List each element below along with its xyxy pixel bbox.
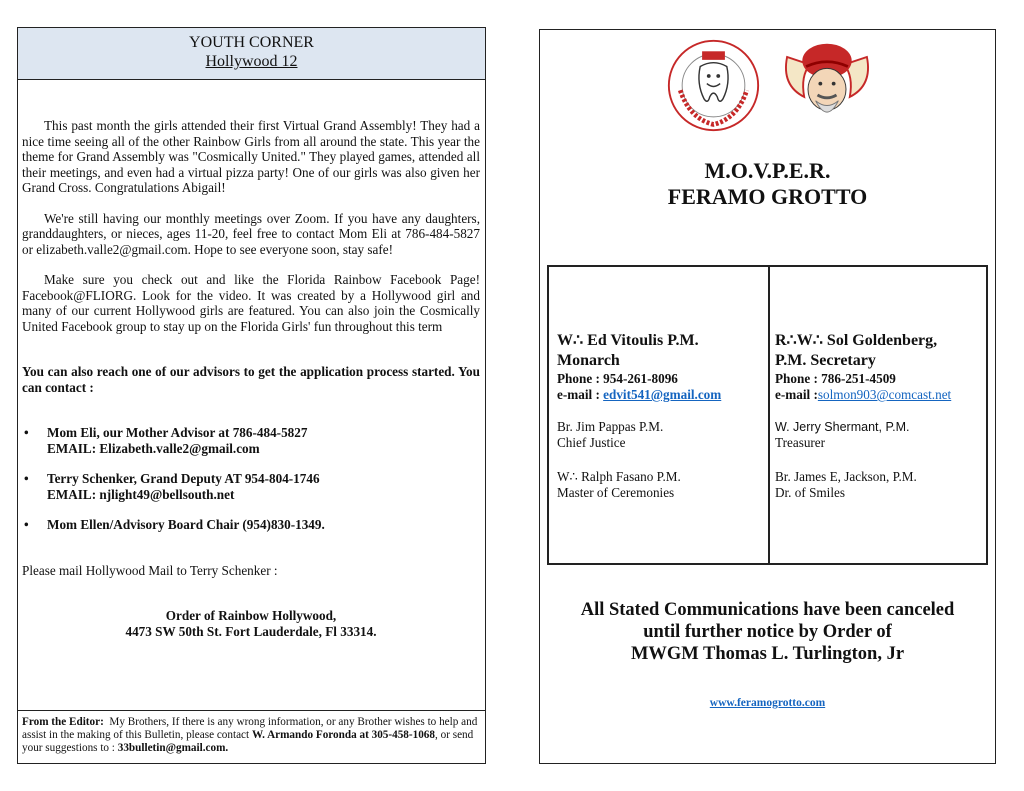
youth-corner-panel — [17, 27, 486, 764]
officers-right-column: R∴W∴ Sol Goldenberg, P.M. Secretary Phone : 786-251-4509 e-mail :solmon903@comcast.net W. Jerry Shermant, P.M. Treasurer Br. James E, Jackson, P.M. Dr. of Smiles — [775, 331, 980, 501]
email-link[interactable]: edvit541@gmail.com — [603, 387, 722, 402]
paragraph-assembly: This past month the girls attended their first Virtual Grand Assembly! They had a nice time seeing all of the other Rainbow Girls from all around the state. This year the theme for Grand Assembly was "Cosmically United." They played games, attended all their meetings, and even had a virtual pizza party! One of our girls was also given her Grand Cross. Congratulations Abigail! — [22, 118, 480, 195]
email-link[interactable]: solmon903@comcast.net — [817, 387, 952, 402]
grotto-title — [540, 158, 995, 210]
bullet-icon: • — [24, 425, 29, 440]
phone: Phone : 954-261-8096 — [557, 371, 678, 386]
editor-note: From the Editor: My Brothers, If there is any wrong information, or any Brother wishes to help and assist in the making of this Bulletin, please contact W. Armando Foronda at 305-458-1068, or send your suggestions to : 33bulletin@gmail.com. — [18, 710, 485, 763]
youth-corner-header — [18, 28, 485, 80]
editor-contact: W. Armando Foronda at 305-458-1068 — [251, 729, 435, 741]
website-link[interactable]: www.feramogrotto.com — [709, 697, 826, 709]
cancellation-notice: All Stated Communications have been canceled until further notice by Order of MWGM Thomas L. Turlington, Jr — [580, 600, 955, 664]
contact-item: • Mom Ellen/Advisory Board Chair (954)830-1349. — [24, 517, 325, 532]
grotto-panel — [539, 29, 996, 764]
title-line1: M.O.V.P.E.R. — [704, 158, 831, 183]
bullet-icon: • — [24, 471, 29, 486]
phone: Phone : 786-251-4509 — [775, 371, 896, 386]
paragraph-advisors: You can also reach one of our advisors to get the application process started. You can contact : — [22, 364, 480, 395]
mailing-address-line1: Order of Rainbow Hollywood, — [165, 608, 337, 623]
youth-corner-body — [22, 118, 480, 639]
editor-label: From the Editor: — [22, 716, 104, 728]
contact-item: • Mom Eli, our Mother Advisor at 786-484-5827 EMAIL: Elizabeth.valle2@gmail.com — [24, 425, 308, 456]
paragraph-meetings: We're still having our monthly meetings over Zoom. If you have any daughters, granddaughters, or nieces, ages 11-20, feel free to contact Mom Eli at 786-484-5827 or elizabeth.valle2@gmail.com. Hope to see everyone soon, stay safe! — [22, 210, 480, 257]
officers-left-column: W∴ Ed Vitoulis P.M. Monarch Phone : 954-261-8096 e-mail : edvit541@gmail.com Br. Jim Pappas P.M. Chief Justice W∴ Ralph Fasano P.M. Master of Ceremonies — [557, 331, 762, 501]
mailing-address-line2: 4473 SW 50th St. Fort Lauderdale, Fl 33314. — [125, 623, 377, 639]
editor-email: 33bulletin@gmail.com. — [117, 742, 229, 754]
column-divider — [768, 267, 770, 563]
smile-foundation-logo — [666, 38, 761, 133]
logo-row — [666, 38, 878, 135]
youth-corner-title: YOUTH CORNER — [189, 34, 314, 51]
mail-note: Please mail Hollywood Mail to Terry Schenker : — [22, 562, 278, 578]
contact-item: • Terry Schenker, Grand Deputy AT 954-804-1746 EMAIL: njlight49@bellsouth.net — [24, 471, 320, 502]
veiled-prophet-logo — [778, 38, 876, 133]
officers-table — [547, 265, 988, 565]
bullet-icon: • — [24, 517, 29, 532]
title-line2: FERAMO GROTTO — [667, 184, 868, 209]
website-footer — [540, 697, 995, 709]
youth-corner-subtitle: Hollywood 12 — [205, 53, 298, 70]
paragraph-facebook: Make sure you check out and like the Florida Rainbow Facebook Page! Facebook@FLIORG. Look for the video. It was created by a Hollywood girl and many of our current Hollywood girls are featured. You can also join the Cosmically United Facebook group to stay up on the Florida Girls' fun throughout this term — [22, 272, 480, 334]
